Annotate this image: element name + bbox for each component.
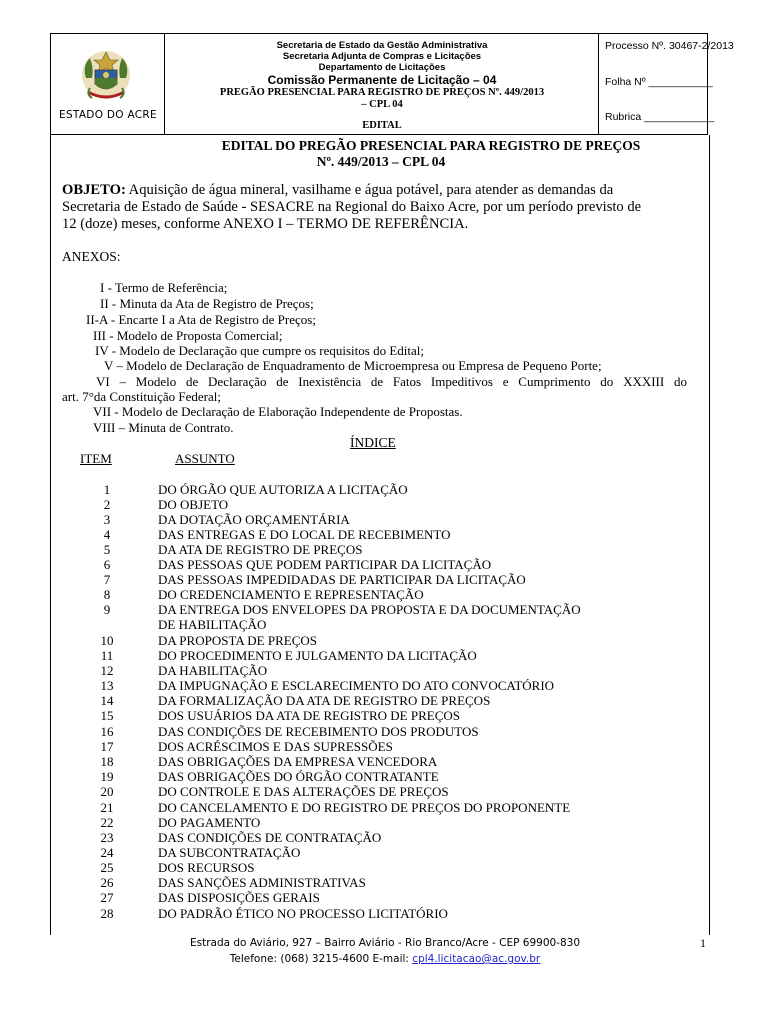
indice-item-number: 10 <box>100 633 114 648</box>
indice-item-number: 24 <box>100 845 114 860</box>
anexo-item: VII - Modelo de Declaração de Elaboração Independente de Propostas. <box>93 404 463 419</box>
indice-item-number: 18 <box>100 754 114 769</box>
indice-item-number: 14 <box>100 693 114 708</box>
indice-item-number: 16 <box>100 724 114 739</box>
indice-item-subject: DA PROPOSTA DE PREÇOS <box>158 633 317 648</box>
indice-item-subject: DAS OBRIGAÇÕES DO ÓRGÃO CONTRATANTE <box>158 769 439 784</box>
objeto-line1: Aquisição de água mineral, vasilhame e água potável, para atender as demandas da <box>125 182 614 198</box>
indice-item-subject: DA FORMALIZAÇÃO DA ATA DE REGISTRO DE PREÇOS <box>158 693 491 708</box>
secretaria-line: Secretaria de Estado da Gestão Administrativa <box>276 40 488 51</box>
indice-item-number: 15 <box>100 708 114 723</box>
objeto-line3: 12 (doze) meses, conforme ANEXO I – TERMO DE REFERÊNCIA. <box>62 216 469 232</box>
coat-of-arms-icon <box>80 48 132 102</box>
anexos-heading: ANEXOS: <box>62 249 121 264</box>
indice-item-number: 17 <box>100 739 114 754</box>
cpl-line: – CPL 04 <box>361 99 403 110</box>
indice-item-number: 13 <box>100 678 114 693</box>
anexo-item: VI – Modelo de Declaração de Inexistência de Fatos Impeditivos e Cumprimento do XXXIII do <box>96 374 687 389</box>
indice-item-number: 22 <box>100 815 114 830</box>
indice-col-item: ITEM <box>80 451 112 466</box>
indice-item-number: 21 <box>100 800 114 815</box>
indice-item-number: 7 <box>103 572 111 587</box>
anexo-item: III - Modelo de Proposta Comercial; <box>93 328 283 343</box>
header-institution-cell <box>165 34 599 134</box>
anexo-item: I - Termo de Referência; <box>100 280 228 295</box>
footer-contact <box>0 953 770 965</box>
anexo-item-continuation: art. 7°da Constituição Federal; <box>62 389 221 404</box>
indice-item-number: 25 <box>100 860 114 875</box>
objeto-paragraph <box>62 182 686 233</box>
indice-item-number: 27 <box>100 890 114 905</box>
indice-item-number: 19 <box>100 769 114 784</box>
indice-item-subject: DO PADRÃO ÉTICO NO PROCESSO LICITATÓRIO <box>158 906 448 921</box>
indice-item-subject: DA ENTREGA DOS ENVELOPES DA PROPOSTA E DA DOCUMENTAÇÃO <box>158 602 581 617</box>
indice-item-subject: DAS ENTREGAS E DO LOCAL DE RECEBIMENTO <box>158 527 451 542</box>
document-header <box>50 33 734 135</box>
indice-item-subject: DO CANCELAMENTO E DO REGISTRO DE PREÇOS DO PROPONENTE <box>158 800 571 815</box>
indice-item-subject: DAS DISPOSIÇÕES GERAIS <box>158 890 320 905</box>
indice-item-number: 23 <box>100 830 114 845</box>
footer-email-link[interactable]: cpl4.licitacao@ac.gov.br <box>412 953 541 965</box>
indice-item-subject: DOS ACRÉSCIMOS E DAS SUPRESSÕES <box>158 739 393 754</box>
indice-item-number: 20 <box>100 784 114 799</box>
indice-item-subject: DO CREDENCIAMENTO E REPRESENTAÇÃO <box>158 587 424 602</box>
indice-item-subject: DO PAGAMENTO <box>158 815 261 830</box>
folha-field: Folha Nº ___________ <box>605 76 713 88</box>
objeto-line2: Secretaria de Estado de Saúde - SESACRE na Regional do Baixo Acre, por um período previsto de <box>62 199 642 215</box>
departamento-line: Departamento de Licitações <box>318 62 446 73</box>
indice-heading: ÍNDICE <box>350 435 396 450</box>
indice-item-number: 26 <box>100 875 114 890</box>
indice-item-subject: DOS USUÁRIOS DA ATA DE REGISTRO DE PREÇOS <box>158 708 460 723</box>
indice-item-subject: DO CONTROLE E DAS ALTERAÇÕES DE PREÇOS <box>158 784 449 799</box>
anexo-item: VIII – Minuta de Contrato. <box>93 420 234 435</box>
indice-item-number: 9 <box>103 602 111 617</box>
indice-item-number: 2 <box>103 497 111 512</box>
indice-item-number: 8 <box>103 587 111 602</box>
secretaria-adjunta-line: Secretaria Adjunta de Compras e Licitações <box>282 51 482 62</box>
processo-number: Processo Nº. 30467-2/2013 <box>605 40 734 52</box>
indice-item-subject: DAS PESSOAS QUE PODEM PARTICIPAR DA LICITAÇÃO <box>158 557 492 572</box>
indice-item-subject: DA HABILITAÇÃO <box>158 663 268 678</box>
anexo-item: IV - Modelo de Declaração que cumpre os requisitos do Edital; <box>95 343 424 358</box>
anexo-item: V – Modelo de Declaração de Enquadramento de Microempresa ou Empresa de Pequeno Porte; <box>104 358 602 373</box>
indice-item-subject: DAS SANÇÕES ADMINISTRATIVAS <box>158 875 366 890</box>
indice-item-number: 3 <box>103 512 111 527</box>
footer-phone: Telefone: (068) 3215-4600 E-mail: <box>229 953 409 965</box>
indice-item-number: 28 <box>100 906 114 921</box>
indice-item-subject: DAS CONDIÇÕES DE RECEBIMENTO DOS PRODUTOS <box>158 724 479 739</box>
indice-item-subject: DAS OBRIGAÇÕES DA EMPRESA VENCEDORA <box>158 754 438 769</box>
footer-address: Estrada do Aviário, 927 – Bairro Aviário - Rio Branco/Acre - CEP 69900-830 <box>189 937 581 949</box>
header-emblem-cell <box>51 34 165 134</box>
indice-item-subject: DAS PESSOAS IMPEDIDADAS DE PARTICIPAR DA LICITAÇÃO <box>158 572 526 587</box>
indice-item-number: 6 <box>103 557 111 572</box>
indice-item-subject: DO ÓRGÃO QUE AUTORIZA A LICITAÇÃO <box>158 482 408 497</box>
indice-item-number: 11 <box>100 648 114 663</box>
anexo-item: II-A - Encarte I a Ata de Registro de Preços; <box>86 312 316 327</box>
pregao-line: PREGÃO PRESENCIAL PARA REGISTRO DE PREÇOS Nº. 449/2013 <box>219 87 545 98</box>
indice-item-subject: DO PROCEDIMENTO E JULGAMENTO DA LICITAÇÃO <box>158 648 477 663</box>
state-caption: ESTADO DO ACRE <box>59 109 157 121</box>
indice-item-number: 12 <box>100 663 114 678</box>
indice-item-subject: DO OBJETO <box>158 497 229 512</box>
edital-label: EDITAL <box>362 120 402 131</box>
indice-item-number: 1 <box>103 482 111 497</box>
indice-item-subject: DA ATA DE REGISTRO DE PREÇOS <box>158 542 363 557</box>
indice-item-subject: DOS RECURSOS <box>158 860 255 875</box>
header-process-cell <box>599 34 734 134</box>
indice-item-subject: DA DOTAÇÃO ORÇAMENTÁRIA <box>158 512 350 527</box>
indice-col-assunto: ASSUNTO <box>175 451 235 466</box>
indice-item-number: 5 <box>103 542 111 557</box>
rubrica-field: Rubrica ____________ <box>605 111 715 123</box>
page-number: 1 <box>700 936 706 950</box>
comissao-line: Comissão Permanente de Licitação – 04 <box>267 73 497 87</box>
indice-item-subject: DA IMPUGNAÇÃO E ESCLARECIMENTO DO ATO CONVOCATÓRIO <box>158 678 555 693</box>
objeto-label: OBJETO: <box>62 182 126 198</box>
document-title-line2: Nº. 449/2013 – CPL 04 <box>316 154 446 169</box>
indice-item-subject: DE HABILITAÇÃO <box>158 617 267 632</box>
document-title-line1: EDITAL DO PREGÃO PRESENCIAL PARA REGISTRO DE PREÇOS <box>221 138 641 153</box>
indice-item-number: 4 <box>103 527 111 542</box>
indice-item-subject: DA SUBCONTRATAÇÃO <box>158 845 301 860</box>
anexo-item: II - Minuta da Ata de Registro de Preços; <box>100 296 314 311</box>
indice-item-subject: DAS CONDIÇÕES DE CONTRATAÇÃO <box>158 830 382 845</box>
